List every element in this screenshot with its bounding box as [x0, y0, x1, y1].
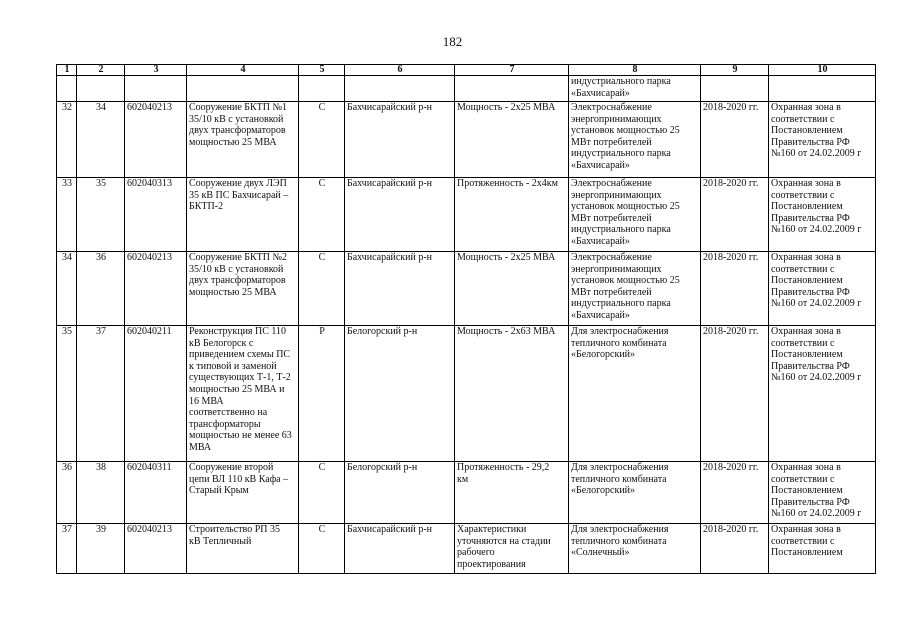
- table-cell: 602040211: [125, 326, 187, 462]
- table-cell: 35: [57, 326, 77, 462]
- document-table: [56, 64, 876, 574]
- table-cell: Бахчисарайский р-н: [345, 524, 455, 574]
- table-cell: 2018-2020 гг.: [701, 252, 769, 326]
- table-row: [57, 462, 876, 524]
- table-row: [57, 252, 876, 326]
- table-cell: С: [299, 462, 345, 524]
- table-cell: 36: [57, 462, 77, 524]
- table-cell: Мощность - 2х25 МВА: [455, 252, 569, 326]
- table-cell: 2018-2020 гг.: [701, 524, 769, 574]
- table-cell: С: [299, 252, 345, 326]
- table-cell: Бахчисарайский р-н: [345, 178, 455, 252]
- table-cell: 34: [77, 102, 125, 178]
- table-cell: 33: [57, 178, 77, 252]
- table-row: [57, 102, 876, 178]
- column-header: 5: [299, 65, 345, 76]
- table-cell: Охранная зона в соответствии с Постановлением Правительства РФ №160 от 24.02.2009 г: [769, 178, 876, 252]
- table-cell: 602040213: [125, 252, 187, 326]
- table-cell: Белогорский р-н: [345, 462, 455, 524]
- table-cell: Охранная зона в соответствии с Постановлением Правительства РФ №160 от 24.02.2009 г: [769, 462, 876, 524]
- table-cell: Для электроснабжения тепличного комбината «Белогорский»: [569, 462, 701, 524]
- table-cell: [299, 76, 345, 102]
- table-cell: Электроснабжение энергопринимающих установок мощностью 25 МВт потребителей индустриального парка «Бахчисарай»: [569, 252, 701, 326]
- table-cell: Строительство РП 35 кВ Тепличный: [187, 524, 299, 574]
- table-row: [57, 326, 876, 462]
- table-cell: Реконструкция ПС 110 кВ Белогорск с приведением схемы ПС к типовой и заменой существующих Т-1, Т-2 мощностью 25 МВА и 16 МВА соответственно на трансформаторы мощностью не менее 63 МВА: [187, 326, 299, 462]
- table-cell: Для электроснабжения тепличного комбината «Белогорский»: [569, 326, 701, 462]
- column-header: 4: [187, 65, 299, 76]
- column-header: 7: [455, 65, 569, 76]
- column-header: 9: [701, 65, 769, 76]
- column-header: 6: [345, 65, 455, 76]
- table-cell: [77, 76, 125, 102]
- table-cell: Сооружение двух ЛЭП 35 кВ ПС Бахчисарай – БКТП-2: [187, 178, 299, 252]
- table-cell: [455, 76, 569, 102]
- table-row: [57, 524, 876, 574]
- page-number: 182: [442, 34, 463, 49]
- table-cell: 602040313: [125, 178, 187, 252]
- table-cell: 602040311: [125, 462, 187, 524]
- table-cell: [769, 76, 876, 102]
- table-cell: 602040213: [125, 524, 187, 574]
- table-cell: Охранная зона в соответствии с Постановлением Правительства РФ №160 от 24.02.2009 г: [769, 326, 876, 462]
- table-cell: 602040213: [125, 102, 187, 178]
- table-cell: Охранная зона в соответствии с Постановлением: [769, 524, 876, 574]
- table-cell: Сооружение БКТП №1 35/10 кВ с установкой двух трансформаторов мощностью 25 МВА: [187, 102, 299, 178]
- table-cell: 2018-2020 гг.: [701, 102, 769, 178]
- column-header: 10: [769, 65, 876, 76]
- table-cell: Р: [299, 326, 345, 462]
- column-header: 3: [125, 65, 187, 76]
- table-cell: Бахчисарайский р-н: [345, 102, 455, 178]
- table-cell: Протяженность - 29,2 км: [455, 462, 569, 524]
- table-cell: Электроснабжение энергопринимающих установок мощностью 25 МВт потребителей индустриального парка «Бахчисарай»: [569, 102, 701, 178]
- table-cell: 2018-2020 гг.: [701, 462, 769, 524]
- table-cell: 2018-2020 гг.: [701, 326, 769, 462]
- table-cell: Охранная зона в соответствии с Постановлением Правительства РФ №160 от 24.02.2009 г: [769, 102, 876, 178]
- table-cell: [345, 76, 455, 102]
- table-cell: Мощность - 2х25 МВА: [455, 102, 569, 178]
- header-row: [57, 65, 876, 76]
- table-cell: 38: [77, 462, 125, 524]
- table-cell: Бахчисарайский р-н: [345, 252, 455, 326]
- table-cell: 35: [77, 178, 125, 252]
- table-cell: [701, 76, 769, 102]
- table-cell: Мощность - 2х63 МВА: [455, 326, 569, 462]
- table-cell: 37: [77, 326, 125, 462]
- table-cell: Белогорский р-н: [345, 326, 455, 462]
- table-cell: индустриального парка «Бахчисарай»: [569, 76, 701, 102]
- table-row: [57, 178, 876, 252]
- table-cell: 2018-2020 гг.: [701, 178, 769, 252]
- table-cell: Охранная зона в соответствии с Постановлением Правительства РФ №160 от 24.02.2009 г: [769, 252, 876, 326]
- table-cell: [187, 76, 299, 102]
- table-cell: Сооружение БКТП №2 35/10 кВ с установкой двух трансформаторов мощностью 25 МВА: [187, 252, 299, 326]
- column-header: 8: [569, 65, 701, 76]
- table-cell: С: [299, 102, 345, 178]
- table-cell: Электроснабжение энергопринимающих установок мощностью 25 МВт потребителей индустриального парка «Бахчисарай»: [569, 178, 701, 252]
- table-cell: 32: [57, 102, 77, 178]
- continuation-row: [57, 76, 876, 102]
- table-cell: Сооружение второй цепи ВЛ 110 кВ Кафа – Старый Крым: [187, 462, 299, 524]
- table-cell: 34: [57, 252, 77, 326]
- table-cell: 36: [77, 252, 125, 326]
- table-cell: [125, 76, 187, 102]
- table-cell: Протяженность - 2х4км: [455, 178, 569, 252]
- column-header: 2: [77, 65, 125, 76]
- table-cell: Для электроснабжения тепличного комбината «Солнечный»: [569, 524, 701, 574]
- table-cell: С: [299, 178, 345, 252]
- table-cell: 37: [57, 524, 77, 574]
- table-cell: 39: [77, 524, 125, 574]
- table-cell: Характеристики уточняются на стадии рабочего проектирования: [455, 524, 569, 574]
- table-cell: С: [299, 524, 345, 574]
- table-cell: [57, 76, 77, 102]
- column-header: 1: [57, 65, 77, 76]
